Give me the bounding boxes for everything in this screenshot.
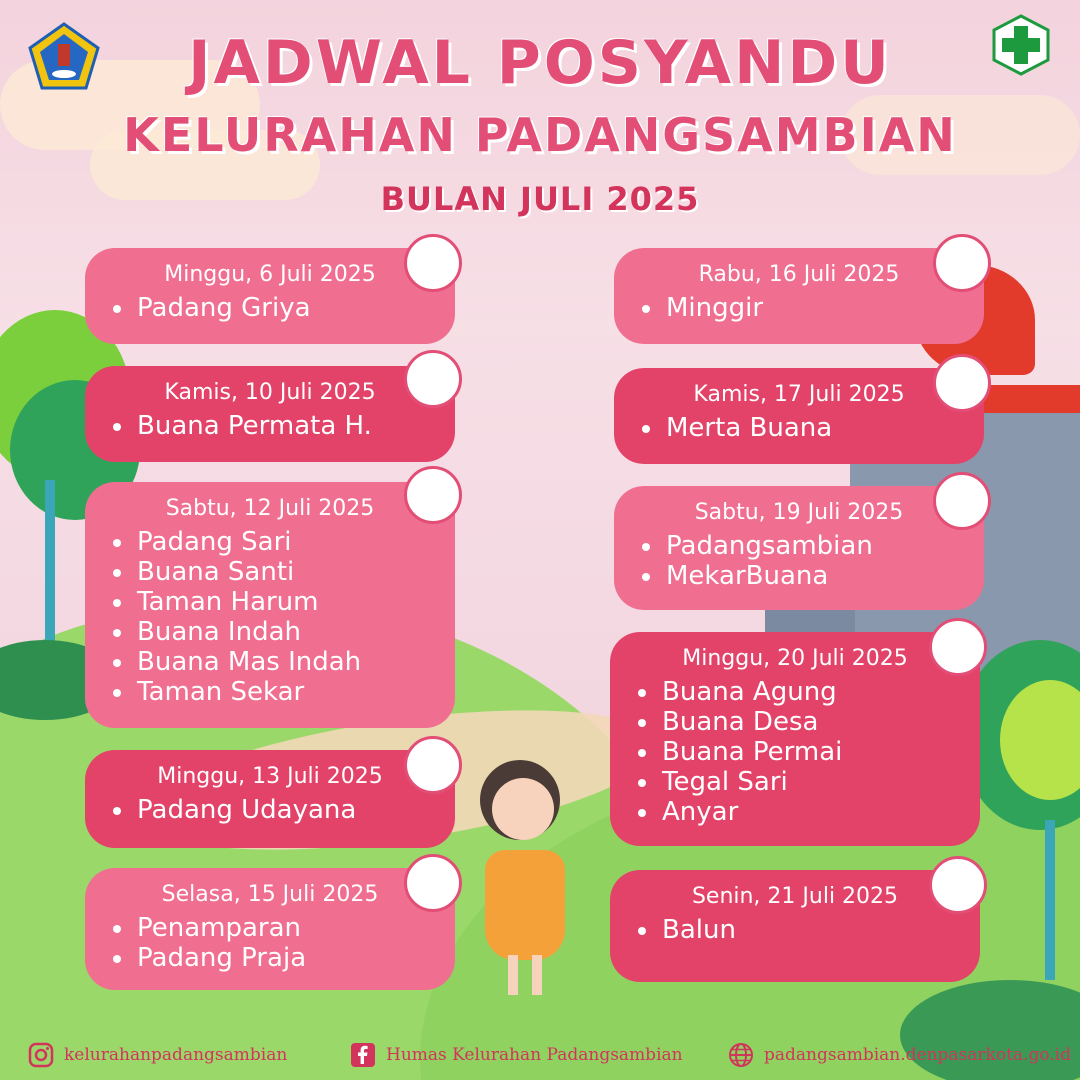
location-item: Penamparan — [137, 913, 455, 943]
schedule-card — [614, 486, 984, 610]
card-ring — [933, 472, 991, 530]
card-ring — [404, 854, 462, 912]
footer-instagram[interactable] — [28, 1042, 287, 1068]
title-line-1: JADWAL POSYANDU — [188, 28, 892, 98]
schedule-card — [85, 482, 455, 728]
location-item: Buana Santi — [137, 557, 455, 587]
location-list — [85, 527, 455, 707]
location-item: Padangsambian — [666, 531, 984, 561]
card-ring — [933, 354, 991, 412]
instagram-handle: kelurahanpadangsambian — [64, 1045, 288, 1065]
website-url: padangsambian.denpasarkota.go.id — [764, 1045, 1071, 1065]
schedule-card — [614, 368, 984, 464]
facebook-page: Humas Kelurahan Padangsambian — [386, 1045, 683, 1065]
location-item: Buana Permai — [662, 737, 980, 767]
card-ring — [404, 466, 462, 524]
location-list — [614, 413, 984, 443]
schedule-card — [614, 248, 984, 344]
location-item: Buana Agung — [662, 677, 980, 707]
location-item: Padang Praja — [137, 943, 455, 973]
schedule-card — [85, 750, 455, 848]
card-ring — [929, 856, 987, 914]
card-ring — [404, 234, 462, 292]
location-item: Minggir — [666, 293, 984, 323]
tree-trunk — [1045, 820, 1055, 980]
footer — [0, 1030, 1080, 1080]
location-list — [85, 411, 455, 441]
schedule-date: Minggu, 13 Juli 2025 — [157, 764, 383, 789]
location-list — [610, 677, 980, 827]
location-list — [614, 293, 984, 323]
schedule-card — [610, 870, 980, 982]
card-ring — [404, 736, 462, 794]
location-list — [610, 915, 980, 945]
title-line-2: KELURAHAN PADANGSAMBIAN — [123, 108, 957, 162]
location-list — [85, 293, 455, 323]
schedule-date: Selasa, 15 Juli 2025 — [161, 882, 379, 907]
schedule-date: Kamis, 10 Juli 2025 — [164, 380, 376, 405]
location-item: Padang Griya — [137, 293, 455, 323]
schedule-card — [610, 632, 980, 846]
location-list — [85, 795, 455, 825]
child-illustration — [470, 760, 610, 1000]
schedule-date: Senin, 21 Juli 2025 — [691, 884, 899, 909]
card-ring — [404, 350, 462, 408]
schedule-date: Sabtu, 19 Juli 2025 — [694, 500, 904, 525]
location-item: Balun — [662, 915, 980, 945]
card-ring — [933, 234, 991, 292]
location-list — [85, 913, 455, 973]
location-item: Buana Desa — [662, 707, 980, 737]
location-item: Taman Sekar — [137, 677, 455, 707]
facebook-icon — [350, 1042, 376, 1068]
location-list — [614, 531, 984, 591]
schedule-date: Minggu, 20 Juli 2025 — [682, 646, 908, 671]
schedule-date: Kamis, 17 Juli 2025 — [693, 382, 905, 407]
footer-facebook[interactable] — [350, 1042, 683, 1068]
schedule-date: Rabu, 16 Juli 2025 — [698, 262, 900, 287]
schedule-date: Sabtu, 12 Juli 2025 — [165, 496, 375, 521]
title-line-3: BULAN JULI 2025 — [380, 180, 700, 218]
location-item: Merta Buana — [666, 413, 984, 443]
location-item: Padang Sari — [137, 527, 455, 557]
location-item: Buana Mas Indah — [137, 647, 455, 677]
footer-website[interactable] — [728, 1042, 1071, 1068]
location-item: Buana Permata H. — [137, 411, 455, 441]
card-ring — [929, 618, 987, 676]
schedule-date: Minggu, 6 Juli 2025 — [164, 262, 376, 287]
location-item: Padang Udayana — [137, 795, 455, 825]
location-item: MekarBuana — [666, 561, 984, 591]
schedule-card — [85, 366, 455, 462]
schedule-card — [85, 868, 455, 990]
schedule-card — [85, 248, 455, 344]
location-item: Buana Indah — [137, 617, 455, 647]
globe-icon — [728, 1042, 754, 1068]
location-item: Taman Harum — [137, 587, 455, 617]
location-item: Anyar — [662, 797, 980, 827]
location-item: Tegal Sari — [662, 767, 980, 797]
instagram-icon — [28, 1042, 54, 1068]
